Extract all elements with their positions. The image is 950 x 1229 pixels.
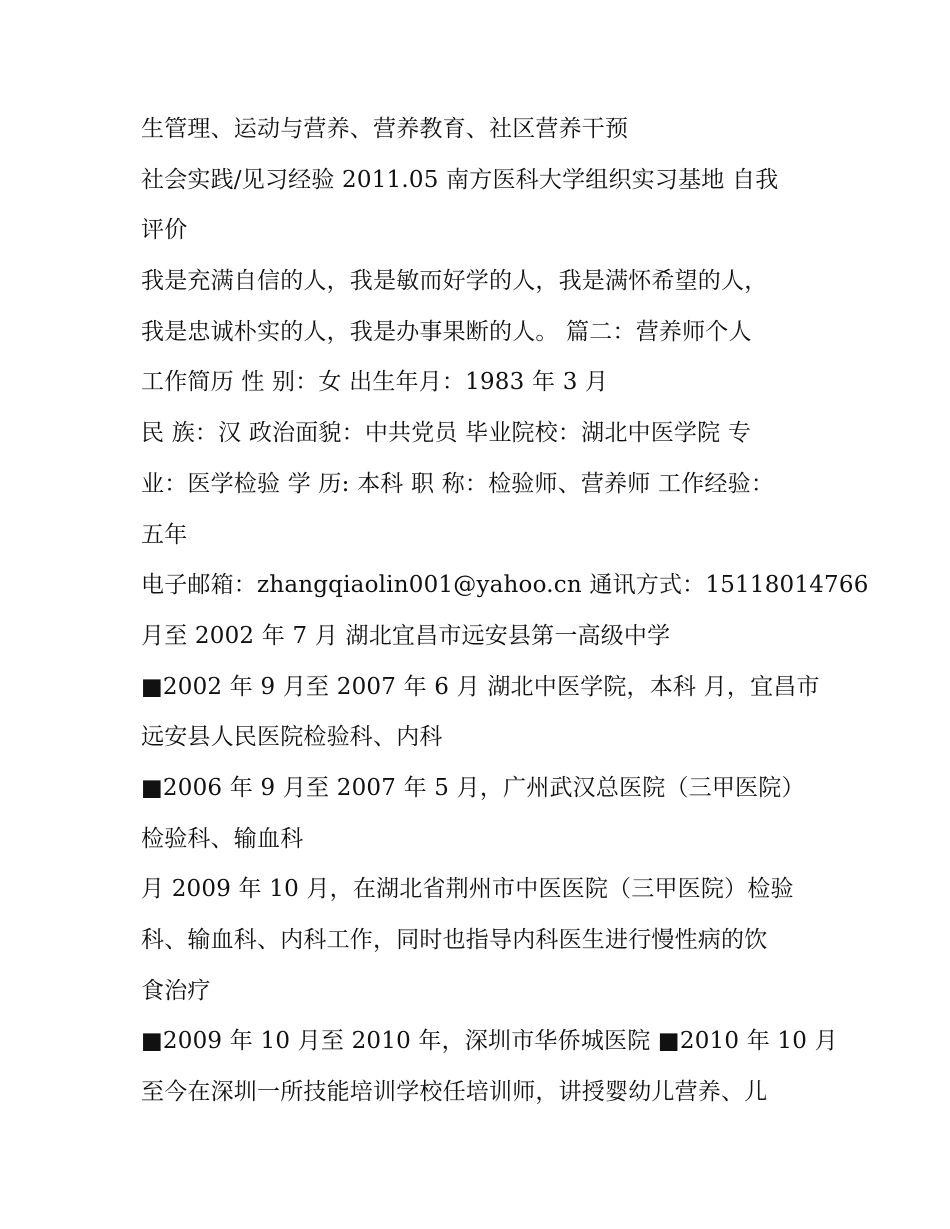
text-line: 我是充满自信的人，我是敏而好学的人，我是满怀希望的人， (141, 268, 768, 295)
text-line: 业：医学检验 学 历: 本科 职 称：检验师、营养师 工作经验： (141, 470, 775, 497)
text-line: 月至 2002 年 7 月 湖北宜昌市远安县第一高级中学 (141, 622, 671, 649)
text-line: 远安县人民医院检验科、内科 (141, 724, 443, 751)
text-line: ■2006 年 9 月至 2007 年 5 月，广州武汉总医院（三甲医院） (141, 774, 805, 801)
text-line: 食治疗 (141, 977, 211, 1004)
text-line: 社会实践/见习经验 2011.05 南方医科大学组织实习基地 自我 (141, 166, 779, 193)
text-line: 至今在深圳一所技能培训学校任培训师，讲授婴幼儿营养、儿 (141, 1079, 768, 1106)
text-line: 五年 (141, 521, 188, 548)
text-line: 生管理、运动与营养、营养教育、社区营养干预 (141, 116, 629, 142)
text-line: 电子邮箱：zhangqiaolin001@yahoo.cn 通讯方式：15118014766 (141, 572, 869, 599)
text-line: 月 2009 年 10 月，在湖北省荆州市中医医院（三甲医院）检验 (141, 876, 794, 903)
text-line: 检验科、输血科 (141, 825, 304, 852)
text-line: ■2009 年 10 月至 2010 年，深圳市华侨城医院 ■2010 年 10 月 (141, 1028, 838, 1055)
text-line: ■2002 年 9 月至 2007 年 6 月 湖北中医学院，本科 月，宜昌市 (141, 673, 820, 700)
text-line: 民 族：汉 政治面貌：中共党员 毕业院校：湖北中医学院 专 (141, 420, 752, 447)
text-line: 科、输血科、内科工作，同时也指导内科医生进行慢性病的饮 (141, 927, 768, 953)
text-line: 评价 (141, 217, 188, 244)
document-body (141, 104, 869, 1118)
text-line: 工作简历 性 别：女 出生年月：1983 年 3 月 (141, 369, 609, 396)
text-line: 我是忠诚朴实的人，我是办事果断的人。 篇二：营养师个人 (141, 318, 752, 345)
